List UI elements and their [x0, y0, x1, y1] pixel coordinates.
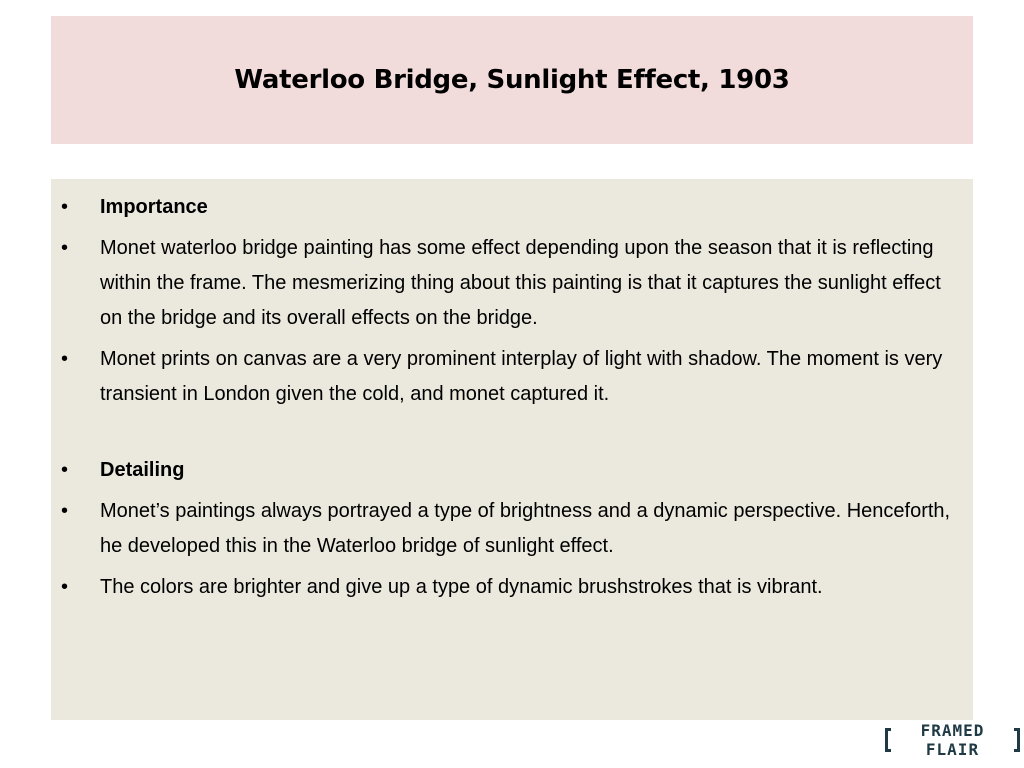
bullet-dot: •: [61, 576, 69, 598]
bullet-text: The colors are brighter and give up a type of dynamic brushstrokes that is vibrant.: [100, 576, 823, 598]
list-spacer: [51, 418, 963, 453]
bullet-text: Monet’s paintings always portrayed a type of brightness and a dynamic perspective. Henceforth, he developed this in the Waterloo bridge of sunlight effect.: [100, 500, 951, 557]
bullet-dot: •: [61, 196, 69, 218]
logo-text: FRAMED FLAIR: [920, 721, 985, 759]
bullet-dot: •: [61, 348, 69, 370]
bullet-text: Monet prints on canvas are a very prominent interplay of light with shadow. The moment is very transient in London given the cold, and monet captured it.: [100, 348, 943, 405]
bullet-dot: •: [61, 237, 69, 259]
heading-text: Detailing: [100, 459, 185, 481]
bullet-text: Monet waterloo bridge painting has some effect depending upon the season that it is reflecting within the frame. The mesmerizing thing about this painting is that it captures the sunlight effect on the bridge and its overall effects on the bridge.: [100, 237, 941, 329]
bullet-list: [51, 190, 963, 605]
logo-bracket-right-icon: [1014, 728, 1020, 752]
bullet-item: [51, 342, 963, 412]
heading-text: Importance: [100, 196, 208, 218]
bullet-item: [51, 570, 963, 605]
title-band: [51, 16, 973, 144]
slide-title: Waterloo Bridge, Sunlight Effect, 1903: [234, 65, 790, 95]
bullet-dot: •: [61, 459, 69, 481]
bullet-item: [51, 231, 963, 336]
bullet-item: [51, 494, 963, 564]
bullet-heading-importance: [51, 190, 963, 225]
bullet-dot: •: [61, 500, 69, 522]
framed-flair-logo: [885, 721, 1020, 759]
bullet-heading-detailing: [51, 453, 963, 488]
content-panel: [51, 179, 973, 720]
